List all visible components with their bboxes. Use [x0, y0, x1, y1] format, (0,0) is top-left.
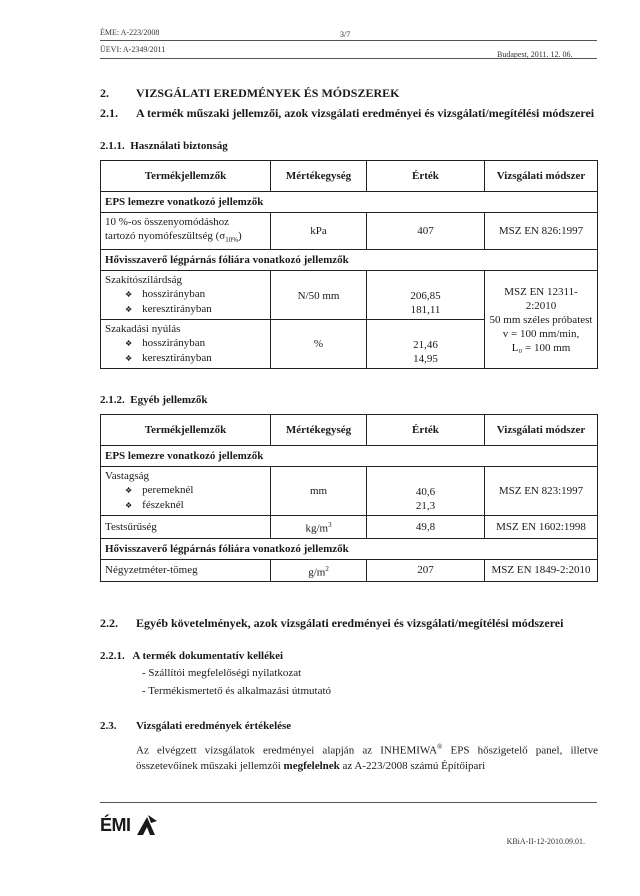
table-row-elongation: Szakadási nyúlás ❖ hosszirányban ❖ keresztirányban: [101, 320, 271, 369]
cell-value: 206,85 181,11: [367, 271, 485, 320]
cell-unit: kPa: [271, 213, 367, 250]
group-eps: EPS lemezre vonatkozó jellemzők: [101, 446, 598, 467]
cell-value: 207: [367, 559, 485, 582]
list-item: - Termékismertető és alkalmazási útmutató: [142, 685, 332, 697]
table-other-properties: [100, 414, 598, 582]
col-header-unit: Mértékegység: [271, 415, 367, 446]
section-2-2-heading: 2.2. Egyéb követelmények, azok vizsgálati eredményei és vizsgálati/megítélési módszerei: [100, 616, 564, 630]
col-header-value: Érték: [367, 161, 485, 192]
cell-value: 40,6 21,3: [367, 467, 485, 516]
cell-method: MSZ EN 823:1997: [485, 467, 598, 516]
cell-method: MSZ EN 1602:1998: [485, 516, 598, 539]
col-header-method: Vizsgálati módszer: [485, 415, 598, 446]
cell-unit: N/50 mm: [271, 271, 367, 320]
section-2-2-1-heading: 2.2.1. A termék dokumentatív kellékei: [100, 650, 284, 662]
header-divider: [100, 40, 597, 41]
footer-code: KBiA-II-12-2010.09.01.: [506, 837, 585, 846]
cell-method: MSZ EN 826:1997: [485, 213, 598, 250]
col-header-unit: Mértékegység: [271, 161, 367, 192]
section-2-3-heading: 2.3. Vizsgálati eredmények értékelése: [100, 720, 292, 732]
section-2-1-1-heading: 2.1.1. Használati biztonság: [100, 140, 228, 152]
logo-mark-icon: [135, 815, 157, 835]
cell-value: 49,8: [367, 516, 485, 539]
evaluation-paragraph: Az elvégzett vizsgálatok eredményei alapján az INHEMIWA® EPS hőszigetelő panel, illetve összetevőinek műszaki jellemzői megfelelnek az A-223/2008 számú Építőipari: [136, 743, 598, 772]
page-number: 3/7: [340, 30, 351, 39]
cell-unit: $g/m^2$: [271, 559, 367, 582]
cell-method: MSZ EN 1849-2:2010: [485, 559, 598, 582]
header-ref-eme: ÉME: A-223/2008: [100, 28, 160, 37]
col-header-method: Vizsgálati módszer: [485, 161, 598, 192]
emi-logo: ÉMI: [100, 815, 157, 836]
group-foil: Hővisszaverő légpárnás fóliára vonatkozó jellemzők: [101, 538, 598, 559]
cell-unit: $kg/m^3$: [271, 516, 367, 539]
header-ref-uevi: ÜEVI: A-2349/2011: [100, 45, 166, 54]
table-usage-safety: [100, 160, 598, 369]
table-row-thickness: Vastagság ❖ peremeknél ❖ fészeknél: [101, 467, 271, 516]
col-header-value: Érték: [367, 415, 485, 446]
section-2-heading: 2. VIZSGÁLATI EREDMÉNYEK ÉS MÓDSZEREK: [100, 86, 400, 100]
col-header-property: Termékjellemzők: [101, 161, 271, 192]
header-divider-2: [100, 58, 597, 59]
list-item: - Szállítói megfelelőségi nyilatkozat: [142, 667, 302, 679]
cell-unit: %: [271, 320, 367, 369]
cell-unit: mm: [271, 467, 367, 516]
section-2-1-heading: 2.1. A termék műszaki jellemzői, azok vizsgálati eredményei és vizsgálati/megítélési módszerei: [100, 106, 595, 120]
col-header-property: Termékjellemzők: [101, 415, 271, 446]
table-row-area-weight: Négyzetméter-tömeg: [101, 559, 271, 582]
group-foil: Hővisszaverő légpárnás fóliára vonatkozó jellemzők: [101, 250, 598, 271]
footer-divider: [100, 802, 597, 803]
header-date: Budapest, 2011. 12. 06.: [497, 50, 573, 59]
cell-value: 407: [367, 213, 485, 250]
group-eps: EPS lemezre vonatkozó jellemzők: [101, 192, 598, 213]
cell-value: 21,46 14,95: [367, 320, 485, 369]
table-row-density: Testsűrűség: [101, 516, 271, 539]
cell-method: MSZ EN 12311-2:2010 50 mm széles próbatest v = 100 mm/min, L₀ = 100 mm: [485, 271, 598, 369]
section-2-1-2-heading: 2.1.2. Egyéb jellemzők: [100, 394, 208, 406]
table-row-compressive-stress: 10 %-os összenyomódáshoz tartozó nyomófeszültség $(\sigma_{10\%})$: [101, 213, 271, 250]
table-row-tensile-strength: Szakítószilárdság ❖ hosszirányban ❖ keresztirányban: [101, 271, 271, 320]
